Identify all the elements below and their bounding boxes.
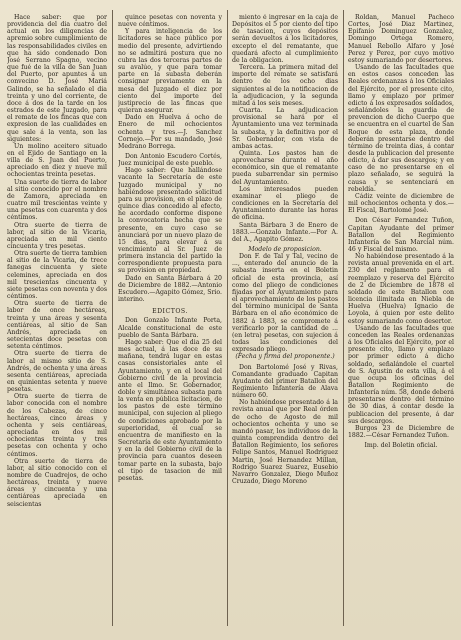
paragraph: Los interesados pueden examinar el pliego de condiciones en la Secretaría del Ayuntamiento durante las horas de oficina. [232, 185, 338, 222]
paragraph: Hace saber: que por providencia del dia cuatro del actual en los diligencias de apremio sobre cumplimiento de las responsabilidades civiles en que ha sido condenado Don José Serrano Spagno, vecino que fué de la villa de San Juan del Puerto, por apuntes á un convecino D. José Mariá Galindo, se ha señalado el dia treinta y uno del corriente, de doce á dos de la tarde en los estrados de este Juzgado, para el remate de los fincas que con expresion de las cualidades en que sale á la venta, son las siguientes: [7, 14, 107, 143]
column-divider [343, 10, 344, 626]
paragraph: Hago saber: Que el dia 25 del mes actual, á las doce de su mañana, tendrá lugar en estas casas consistoriales ante el Ayuntamiento, y en el local del Gobierno civil de la provincia ante el Ilmo. Sr. Gobernador, doble y simultánea subasta para la venta en pública licitacion, de los pastos de este término municipal, con sujecion al pliego de condiciones aprobado por la superioridad, el cual se encuentra de manifiesto en la Secretaría de este Ayuntamiento y en la del Gobierno civil de la provincia para cuantos deseen tomar parte en la subasta, bajo el tipo de tasacion de mil pesetas. [118, 338, 222, 482]
paragraph: Don Gonzalo Infante Porta, Alcalde constitucional de este pueblo de Santa Bárbara. [118, 317, 222, 339]
paragraph: Dado en Santa Bárbara á 20 de Diciembre de 1882.—Antonio Escudero.—Agapito Gómez, Srio. interino. [118, 274, 222, 304]
paragraph: Y para inteligencia de los licitadores se hace público por medio del presente, advirtiendo no se admitirá postura que no cubra las dos terceras partes de su avalúo, y que para tomar parte en la subasta deberán consignar previamente en la mesa del Juzgado el diez por ciento del importe del justiprecio de las fincas que quieran asegurar. [118, 28, 222, 115]
paragraph: Otra suerte de tierra de labor, al sitio conocido con el nombre de Cuadrejos, de ocho hectáreas, treinta y nueve áreas y cincuenta y una centiáreas apreciada en seiscientas [7, 457, 107, 508]
paragraph: Tercera. La primera mitad del importe del remate se satisfará dentro de los ocho dias siguientes al de la notificacion de la adjudicacion, y la segunda mitad á los seis meses. [232, 64, 338, 107]
paragraph: Usando de las facultades que en estos casos conceden las Reales ordenanzas á los Oficiales del Ejército, por el presente cito, llamo y emplazo por primer edicto á los expresados soldados, señalándoles la guardia de prevencion de dicho Cuerpo que se encuentra en el cuartel de San Roque de esta plaza, donde deberán presentarse dentro del término de treinta dias, á contar desde la publicacion del presente edicto, á dar sus descargos; y en caso de no presentarse en el plazo señalado, se seguirá la causa y se sentenciará en rebeldía. [348, 64, 454, 193]
paragraph: Cádiz veinte de diciembre de mil ochocientos ochenta y dos.—El Fiscal, Bartolomé José. [348, 192, 454, 215]
column-divider [227, 10, 228, 626]
paragraph: Otra suerte de tierra tambien al sitio de la Vicaria, de trece fanegas cincuenta y siete celemines, apreciada en dos mil trescientas cincuenta y siete pesetas con noventa y dos céntimos. [7, 250, 107, 301]
paragraph: quince pesetas con noventa y nueve céntimos. [118, 14, 222, 29]
paragraph: (Fecha y firma del proponente.) [235, 353, 335, 361]
paragraph: Otra suerte de tierra de labor, al sitio de la Vicaria, apreciada en mil ciento cincuenta y tres pesetas. [7, 221, 107, 250]
paragraph: Usando de las facultades que conceden las Reales ordenanzas á los Oficiales del Ejército, por el presente cito, llamo y emplazo por primer edicto á dicho soldado, señalándole el cuartel de S. Agustin de esta villa, á el que ocupa los oficinas del Batallon Regimiento de Infantería núm. 58, donde deberá presentarse dentro del término de 30 dias, á contar desde la publicacion del presente, á dar sus descargos. [348, 324, 454, 425]
paragraph: No habiéndose presentado á la revista anual que por Real órden de ocho de Agosto de mil ochocientos ochenta y uno se mandó pasar, los individuos de la quinta comprendida dentro del Batallon Regimiento, los señores Felipe Santos, Manuel Rodriguez Martin, José Hernandez Millan, Rodrigo Suarez Suarez, Eusebio Navarro Gonzalez, Diego Muñoz Cruzado, Diego Moreno [232, 399, 338, 485]
section-heading: Modelo de proposicion. [248, 246, 322, 253]
paragraph: Don Antonio Escudero Cortés, Juez municipal de este pueblo. [118, 152, 222, 168]
paragraph: Roldan, Manuel Pacheco Cortes, José Diaz Martinez, Epifanio Dominguez Gonzalez, Domingo Ortega Romero, Manuel Rebollo Alfaro y José Perez y Perez, por cuyo motivo estoy sumariando por desertores. [348, 14, 454, 64]
paragraph: miento é ingresar en la caja de Depósitos el 5 por ciento del tipo de tasacion, cuyos depósitos serán devueltos á los licitadores, excepto el del rematante, que quedará afecto al cumplimiento de la obligacion. [232, 14, 338, 64]
paragraph: Otra suerte de tierra de labor al mismo sitio de S. Andrés, de ochenta y una áreas sesenta centiáreas, apreciada en quinientas setenta y nueve pesetas. [7, 350, 107, 394]
paragraph: Don César Fernandez Tuñon, Capitan Ayudante del primer Batallon del Regimiento Infantería de San Marcial núm. 46 y Fiscal del mismo. [348, 217, 454, 253]
paragraph: No habiéndose presentado á la revista anual prevenida en el art. 230 del reglamento para el reemplazo y reserva del Ejército de 2 de Diciembre de 1878 el soldado de este Batallon con licencia ilimitada en Niebla de Huelva (Huelva) Ignacio de Loyola, á quien por este delito estoy sumariando como desertor. [348, 253, 454, 325]
column-3 [232, 14, 338, 622]
column-divider [112, 10, 113, 626]
column-4 [348, 14, 454, 622]
column-2 [118, 14, 222, 622]
paragraph: Don F. de Tal y Tal, vecino de ..., enterado del anuncio de la subasta inserta en el Boletin oficial de esta provincia, así como del pliego de condiciones fijadas por el Ayuntamiento para el aprovechamiento de los pastos del término municipal de Santa Bárbara en el año económico de 1882 á 1883, se compromete á verificarlo por la cantidad de ... (en letra) pesetas, con sujecion á todas las condiciones del expresado pliego. [232, 253, 338, 354]
paragraph: Otra suerte de tierra de labor conocida con el nombre de los Cabezas, de cinco hectáreas, cinco áreas y ochenta y seis centiáreas, apreciada en dos mil ochocientas treinta y tres pesetas con ochenta y ocho céntimos. [7, 393, 107, 458]
imprint: Imp. del Boletin oficial. [364, 442, 438, 450]
paragraph: Quinta. Los pastos han de aprovecharse durante el año económico, sin que el rematante pueda subarrendar sin permiso del Ayuntamiento. [232, 149, 338, 186]
paragraph: Una suerte de tierra de labor al sitio conocido por el nombre de Zamora, apreciada en cuatro mil trescientas veinte y una pesetas con cuarenta y dos céntimos. [7, 178, 107, 222]
paragraph: Don Bartolomé José y Rivas, Comandante graduado Capitan Ayudante del primer Batallon del Regimiento Infantería de Alava número 60. [232, 363, 338, 400]
signature: Santa Bárbara 3 de Enero de 1883.—Gonzalo Infante.—Por A. del A., Agapito Gómez. [232, 221, 338, 243]
paragraph: Un molino aceitero situado en el Ejido de Santiago en la villa de S. Juan del Puerto, apreciado en diez y nueve mil ochocientas treinta pesetas. [7, 142, 107, 179]
paragraph: Dado en Huelva á ocho de Enero de mil ochocientos ochenta y tres.—J. Sanchez Cornejo.—Por su mandado, José Medrano Borrega. [118, 114, 222, 150]
section-heading: EDICTOS. [152, 308, 188, 316]
paragraph: Otra suerte de tierra de labor de once hectáreas, treinta y una áreas y sesenta centiáreas, al sitio de San Andrés, apreciada en setecientas doce pesetas con setenta céntimos. [7, 300, 107, 351]
paragraph: Cuarta. La adjudicacion provisional se hará por el Ayuntamiento una vez terminada la subasta, y la definitiva por el Sr. Gobernador, con vista de ambas actas. [232, 107, 338, 150]
paragraph: Burgos 23 de Diciembre de 1882.—César Fernandez Tuñon. [348, 424, 454, 440]
paragraph: Hago saber: Que hallándose vacante la Secretaría de este Juzgado municipal y no habiéndose presentado solicitud para su provision, en el plazo de quince dias concedido al efecto, he acordado conforme dispone la convocatoria hecha que se presente, en cuyo caso se anunciará por un nuevo plazo de 15 dias, para elevar á su vencimiento al Sr. Juez de primera instancia del partido la correspondiente propuesta para su provision en propiedad. [118, 167, 222, 275]
column-1 [7, 14, 107, 622]
